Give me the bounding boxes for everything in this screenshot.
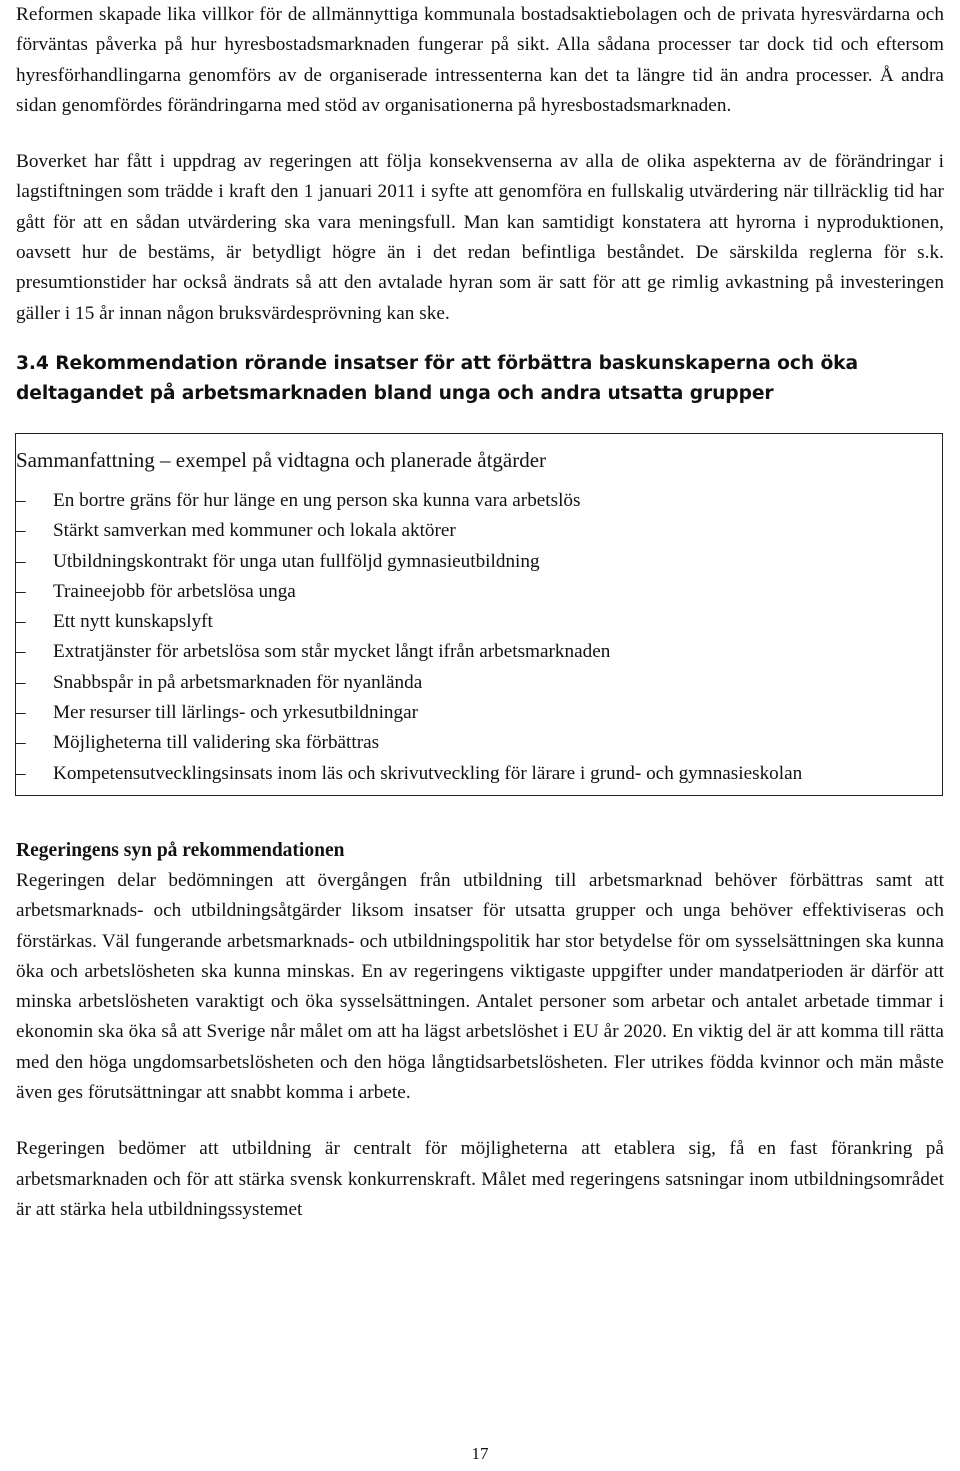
measure-text: Kompetensutvecklingsinsats inom läs och skrivutveckling för lärare i grund- och gymnasieskolan <box>53 762 803 784</box>
measure-item <box>16 759 942 789</box>
summary-box-title: Sammanfattning – exempel på vidtagna och planerade åtgärder <box>16 447 547 472</box>
body-paragraph-boverket: Boverket har fått i uppdrag av regeringen att följa konsekvenserna av alla de olika aspekterna av de förändringar i lagstiftningen som trädde i kraft den 1 januari 2011 i syfte att genomföra en fullskalig utvärdering när tillräcklig tid har gått för att en sådan utvärdering ska vara meningsfull. Man kan samtidigt konstatera att hyrorna i nyproduktionen, oavsett hur de bestäms, är betydligt högre än i det redan befintliga beståndet. De särskilda reglerna för s.k. presumtionstider har också ändrats så att den avtalade hyran som är satt för att ge rimlig avkastning på investeringen gäller i 15 år innan någon bruksvärdesprövning kan ske. <box>16 151 944 324</box>
document-page <box>16 0 944 1225</box>
dash-bullet-icon: – <box>16 580 26 602</box>
measure-item <box>16 637 942 667</box>
dash-bullet-icon: – <box>16 671 26 693</box>
dash-bullet-icon: – <box>16 611 26 633</box>
measure-item <box>16 728 942 758</box>
measure-text: En bortre gräns för hur länge en ung person ska kunna vara arbetslös <box>53 489 581 511</box>
measure-item <box>16 516 942 546</box>
dash-bullet-icon: – <box>16 702 26 724</box>
page-number: 17 <box>471 1444 489 1463</box>
body-paragraph-housing-reform: Reformen skapade lika villkor för de allmännyttiga kommunala bostadsaktiebolagen och de privata hyresvärdarna och förväntas påverka på hur hyresbostadsmarknaden fungerar på sikt. Alla sådana processer tar dock tid och eftersom hyresförhandlingarna genomförs av de organiserade intressenterna kan det ta längre tid än andra processer. Å andra sidan genomfördes förändringarna med stöd av organisationerna på hyresbostadsmarknaden. <box>16 4 944 116</box>
measure-item <box>16 577 942 607</box>
measure-text: Extratjänster för arbetslösa som står mycket långt ifrån arbetsmarknaden <box>53 641 611 663</box>
section-heading-3-4: 3.4 Rekommendation rörande insatser för att förbättra baskunskaperna och öka deltagandet på arbetsmarknaden bland unga och andra utsatta grupper <box>16 352 859 404</box>
government-view-heading: Regeringens syn på rekommendationen <box>16 839 345 861</box>
measure-text: Mer resurser till lärlings- och yrkesutbildningar <box>53 702 419 724</box>
measure-text: Snabbspår in på arbetsmarknaden för nyanlända <box>53 671 423 693</box>
body-paragraph-government-view: Regeringen delar bedömningen att övergången från utbildning till arbetsmarknad behöver förbättras samt att arbetsmarknads- och utbildningsåtgärder liksom insatser för utsatta grupper och unga behöver effektiviseras och förstärkas. Väl fungerande arbetsmarknads- och utbildningspolitik har stor betydelse för om sysselsättningen ska kunna öka och arbetslösheten ska kunna minskas. En av regeringens viktigaste uppgifter under mandatperioden är därför att minska arbetslösheten varaktigt och öka sysselsättningen. Antalet personer som arbetar och antalet arbetade timmar i ekonomin ska öka så att Sverige når målet om att ha lägst arbetslöshet i EU år 2020. En viktig del är att komma till rätta med den höga ungdomsarbetslösheten och den höga långtidsarbetslösheten. Fler utrikes födda kvinnor och män måste även ges förutsättningar att snabbt komma i arbete. <box>16 869 944 1104</box>
summary-box <box>15 433 943 796</box>
dash-bullet-icon: – <box>16 762 26 784</box>
measure-text: Möjligheterna till validering ska förbättras <box>53 732 380 754</box>
measure-item <box>16 607 942 637</box>
measure-item <box>16 486 942 516</box>
measure-text: Ett nytt kunskapslyft <box>53 611 213 633</box>
measure-item <box>16 698 942 728</box>
dash-bullet-icon: – <box>16 520 26 542</box>
measure-text: Traineejobb för arbetslösa unga <box>53 580 296 602</box>
dash-bullet-icon: – <box>16 550 26 572</box>
measure-text: Utbildningskontrakt för unga utan fullföljd gymnasieutbildning <box>53 550 540 572</box>
measures-list <box>16 486 942 789</box>
dash-bullet-icon: – <box>16 489 26 511</box>
dash-bullet-icon: – <box>16 732 26 754</box>
measure-text: Stärkt samverkan med kommuner och lokala aktörer <box>53 520 456 542</box>
measure-item <box>16 668 942 698</box>
body-paragraph-education: Regeringen bedömer att utbildning är centralt för möjligheterna att etablera sig, få en fast förankring på arbetsmarknaden och för att stärka svensk konkurrenskraft. Målet med regeringens satsningar inom utbildningsområdet är att stärka hela utbildningssystemet <box>16 1138 944 1220</box>
measure-item <box>16 547 942 577</box>
dash-bullet-icon: – <box>16 641 26 663</box>
